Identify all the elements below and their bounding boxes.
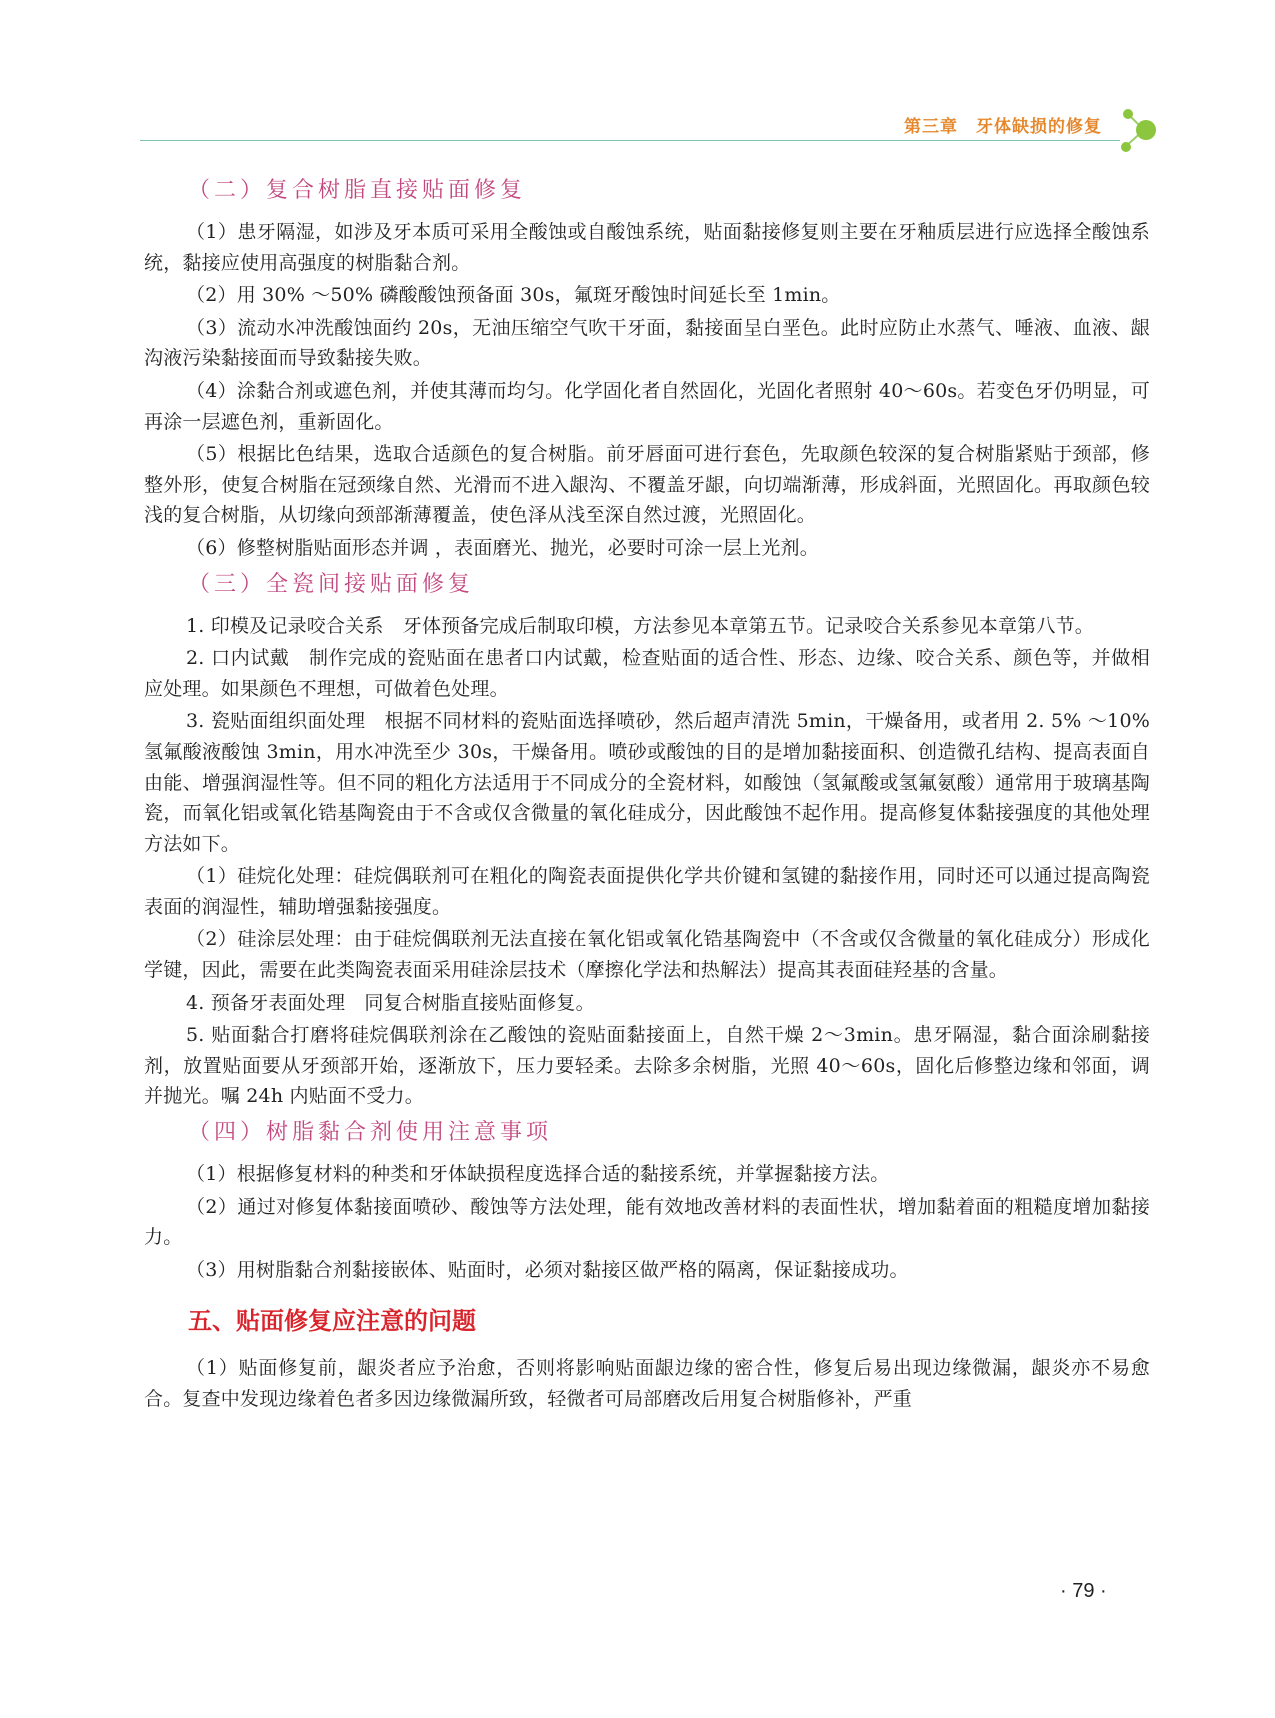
running-header [140,112,1160,142]
paragraph: （2）通过对修复体黏接面喷砂、酸蚀等方法处理，能有效地改善材料的表面性状，增加黏着面的粗糙度增加黏接力。 [144,1195,1150,1249]
page-body [144,170,1150,1417]
paragraph: 4. 预备牙表面处理 同复合树脂直接贴面修复。 [186,991,595,1014]
paragraph: （2）硅涂层处理：由于硅烷偶联剂无法直接在氧化铝或氧化锆基陶瓷中（不含或仅含微量的氧化硅成分）形成化学键，因此，需要在此类陶瓷表面采用硅涂层技术（摩擦化学法和热解法）提高其表面硅羟基的含量。 [144,928,1150,982]
paragraph: （3）用树脂黏合剂黏接嵌体、贴面时，必须对黏接区做严格的隔离，保证黏接成功。 [186,1258,909,1281]
paragraph: （6）修整树脂贴面形态并调 ，表面磨光、抛光，必要时可涂一层上光剂。 [186,536,819,559]
page-number: · 79 · [1060,1580,1107,1602]
section-heading-two: （二）复合树脂直接贴面修复 [188,178,527,203]
paragraph: （2）用 30% ～50% 磷酸酸蚀预备面 30s，氟斑牙酸蚀时间延长至 1min。 [186,284,841,307]
header-rule [140,140,1120,141]
paragraph: （1）硅烷化处理：硅烷偶联剂可在粗化的陶瓷表面提供化学共价键和氢键的黏接作用，同时还可以通过提高陶瓷表面的润湿性，辅助增强黏接强度。 [144,865,1150,918]
paragraph: （4）涂黏合剂或遮色剂，并使其薄而均匀。化学固化者自然固化，光固化者照射 40～60s。若变色牙仍明显，可再涂一层遮色剂，重新固化。 [144,379,1150,433]
paragraph: （5）根据比色结果，选取合适颜色的复合树脂。前牙唇面可进行套色，先取颜色较深的复合树脂紧贴于颈部，修整外形，使复合树脂在冠颈缘自然、光滑而不进入龈沟、不覆盖牙龈，向切端渐薄，形成斜面，光照固化。再取颜色较浅的复合树脂，从切缘向颈部渐薄覆盖，使色泽从浅至深自然过渡，光照固化。 [144,443,1150,527]
paragraph: （1）患牙隔湿，如涉及牙本质可采用全酸蚀或自酸蚀系统，贴面黏接修复则主要在牙釉质层进行应选择全酸蚀系统，黏接应使用高强度的树脂黏合剂。 [144,221,1150,274]
paragraph: 5. 贴面黏合打磨将硅烷偶联剂涂在乙酸蚀的瓷贴面黏接面上，自然干燥 2～3min。患牙隔湿，黏合面涂刷黏接剂，放置贴面要从牙颈部开始，逐渐放下，压力要轻柔。去除多余树脂，光照 40～60s，固化后修整边缘和邻面，调 并抛光。嘱 24h 内贴面不受力。 [144,1024,1150,1108]
section-heading-four: （四）树脂黏合剂使用注意事项 [188,1120,553,1146]
paragraph: （3）流动水冲洗酸蚀面约 20s，无油压缩空气吹干牙面，黏接面呈白垩色。此时应防止水蒸气、唾液、血液、龈沟液污染黏接面而导致黏接失败。 [144,316,1150,370]
molecule-dots-icon [1100,102,1190,162]
paragraph: 2. 口内试戴 制作完成的瓷贴面在患者口内试戴，检查贴面的适合性、形态、边缘、咬合关系、颜色等，并做相应处理。如果颜色不理想，可做着色处理。 [144,647,1150,700]
paragraph: 3. 瓷贴面组织面处理 根据不同材料的瓷贴面选择喷砂，然后超声清洗 5min，干燥备用，或者用 2. 5% ～10% 氢氟酸液酸蚀 3min，用水冲洗至少 30s，干燥备用。喷砂或酸蚀的目的是增加黏接面积、创造微孔结构、提高表面自由能、增强润湿性等。但不同的粗化方法适用于不同成分的全瓷材料，如酸蚀（氢氟酸或氢氟氨酸）通常用于玻璃基陶瓷，而氧化铝或氧化锆基陶瓷由于不含或仅含微量的氧化硅成分，因此酸蚀不起作用。提高修复体黏接强度的其他处理方法如下。 [144,710,1150,855]
paragraph: （1）贴面修复前，龈炎者应予治愈，否则将影响贴面龈边缘的密合性，修复后易出现边缘微漏，龈炎亦不易愈合。复查中发现边缘着色者多因边缘微漏所致，轻微者可局部磨改后用复合树脂修补，严重 [144,1357,1150,1410]
paragraph: 1. 印模及记录咬合关系 牙体预备完成后制取印模，方法参见本章第五节。记录咬合关系参见本章第八节。 [186,614,1094,637]
chapter-title: 第三章 牙体缺损的修复 [904,117,1102,137]
section-heading-three: （三）全瓷间接贴面修复 [188,571,475,597]
paragraph: （1）根据修复材料的种类和牙体缺损程度选择合适的黏接系统，并掌握黏接方法。 [186,1163,890,1186]
section-heading-five: 五、贴面修复应注意的问题 [188,1307,476,1336]
